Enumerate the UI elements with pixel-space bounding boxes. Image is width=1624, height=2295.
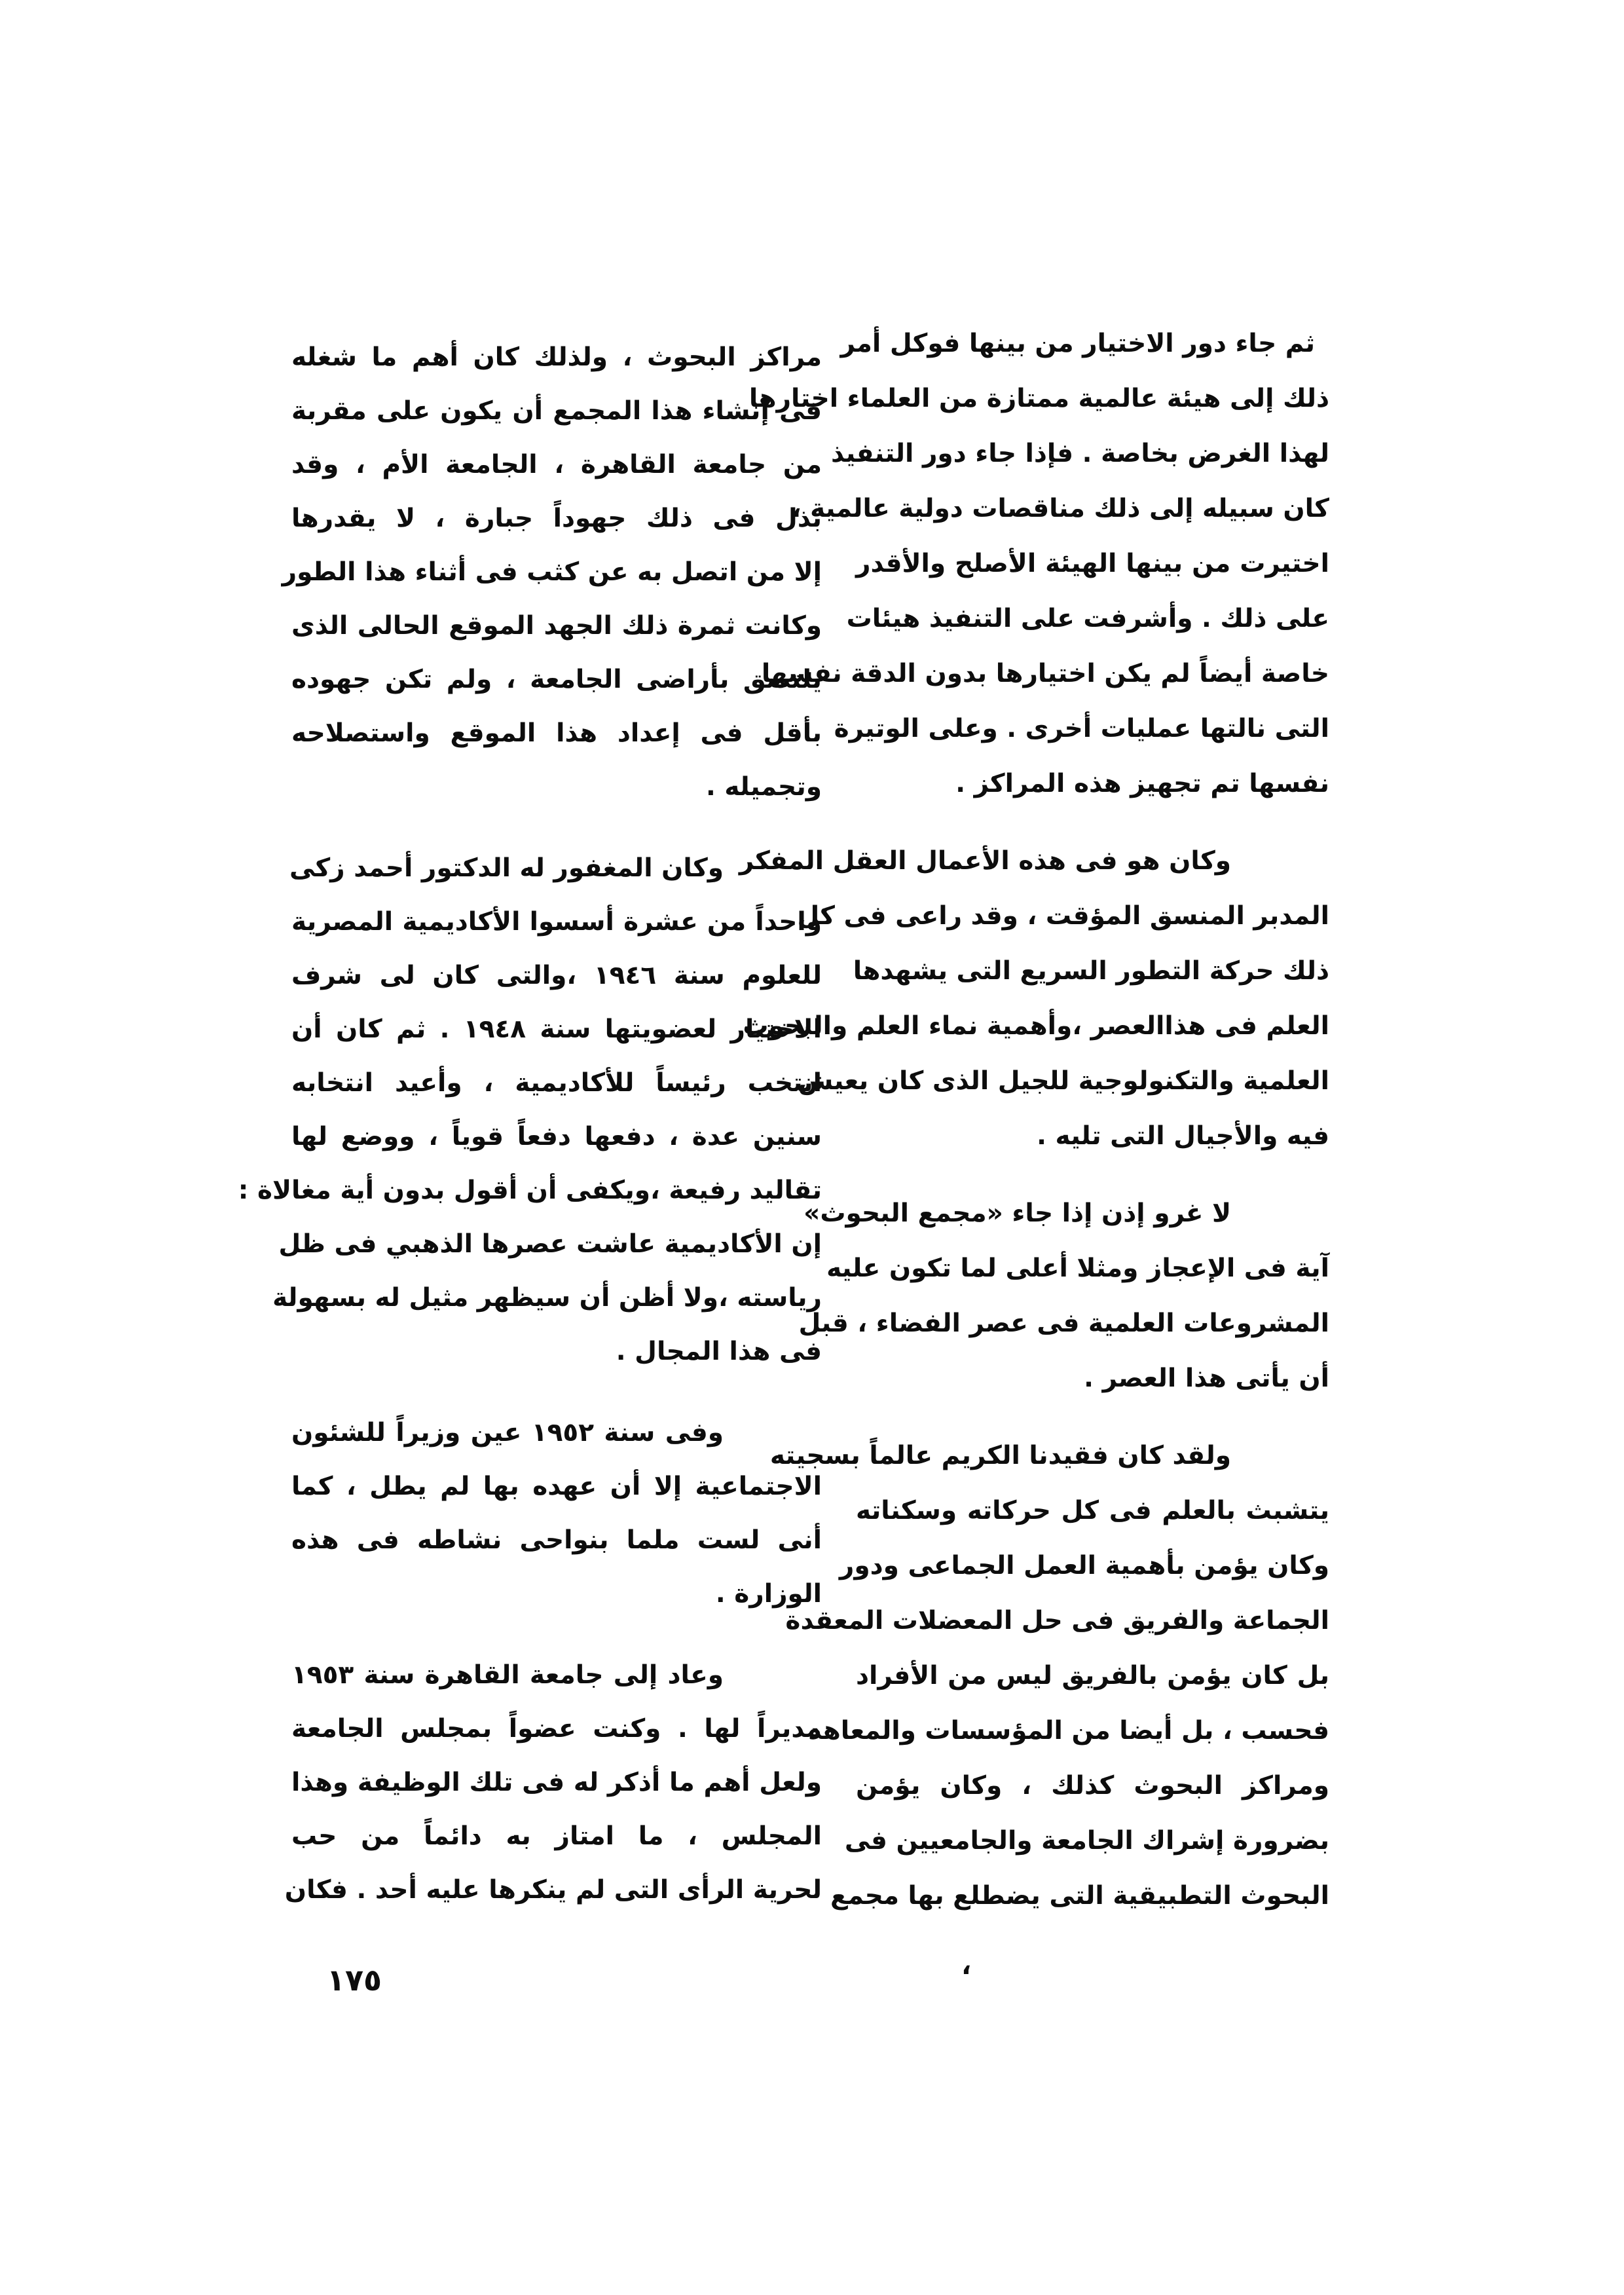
text-line: أن يأتى هذا العصر . — [1084, 1364, 1329, 1393]
text-line: فى إنشاء هذا المجمع أن يكون على مقربة — [291, 396, 822, 426]
text-line: من جامعة القاهرة ، الجامعة الأم ، وقد — [291, 450, 822, 479]
text-line: رياسته ،ولا أظن أن سيظهر مثيل له بسهولة — [272, 1283, 822, 1313]
text-line: بأقل فى إعداد هذا الموقع واستصلاحه — [291, 718, 822, 748]
text-line: تقاليد رفيعة ،ويكفى أن أقول بدون أية مغالاة : — [238, 1176, 822, 1205]
text-line: وفى سنة ١٩٥٢ عين وزيراً للشئون — [291, 1418, 724, 1447]
text-line: بذل فى ذلك جهوداً جبارة ، لا يقدرها — [291, 504, 822, 533]
text-line: للعلوم سنة ١٩٤٦ ،والتى كان لى شرف — [291, 961, 822, 990]
text-line: المجلس ، ما امتاز به دائماً من حب — [291, 1821, 822, 1851]
text-line: إن الأكاديمية عاشت عصرها الذهبي فى ظل — [278, 1229, 822, 1259]
text-line: لحرية الرأى التى لم ينكرها عليه أحد . فكان — [284, 1875, 822, 1905]
text-line: الجماعة والفريق فى حل المعضلات المعقدة — [785, 1606, 1329, 1635]
column-left — [238, 331, 822, 1917]
paragraph-gap — [856, 1164, 1329, 1186]
text-line: اختيرت من بينها الهيئة الأصلح والأقدر — [856, 549, 1329, 578]
text-line: سنين عدة ، دفعها دفعاً قوياً ، ووضع لها — [291, 1122, 822, 1151]
text-line: لا غرو إذن إذا جاء «مجمع البحوث» — [803, 1199, 1231, 1228]
text-line: ولعل أهم ما أذكر له فى تلك الوظيفة وهذا — [291, 1768, 822, 1797]
text-line: وكانت ثمرة ذلك الجهد الموقع الحالى الذى — [291, 611, 822, 641]
text-line: ومراكز البحوث كذلك ، وكان يؤمن — [856, 1771, 1329, 1801]
text-line: البحوث التطبيقية التى يضطلع بها مجمع — [830, 1881, 1329, 1911]
text-line: فى هذا المجال . — [616, 1337, 822, 1366]
text-line: كان سبيله إلى ذلك مناقصات دولية عالمية ، — [791, 494, 1329, 523]
text-line: لهذا الغرض بخاصة . فإذا جاء دور التنفيذ — [831, 439, 1329, 468]
text-line: بضرورة إشراك الجامعة والجامعيين فى — [844, 1826, 1329, 1856]
text-line: العلمية والتكنولوجية للجيل الذى كان يعيش — [798, 1066, 1329, 1096]
text-line: مراكز البحوث ، ولذلك كان أهم ما شغله — [291, 343, 822, 372]
text-line: المدبر المنسق المؤقت ، وقد راعى فى كل — [797, 901, 1329, 931]
text-line: وعاد إلى جامعة القاهرة سنة ١٩٥٣ — [291, 1660, 724, 1690]
text-line: ذلك إلى هيئة عالمية ممتازة من العلماء اختارها — [748, 384, 1329, 413]
text-line: الاختيار لعضويتها سنة ١٩٤٨ . ثم كان أن — [291, 1015, 822, 1044]
text-line: إلا من اتصل به عن كثب فى أثناء هذا الطور — [282, 557, 822, 587]
text-line: فحسب ، بل أيضا من المؤسسات والمعاهد — [808, 1716, 1329, 1745]
text-line: وكان المغفور له الدكتور أحمد زكى — [289, 853, 724, 883]
text-line: الوزارة . — [715, 1579, 822, 1609]
text-line: مديراً لها . وكنت عضواً بمجلس الجامعة — [291, 1714, 822, 1744]
text-line: العلم فى هذاالعصر ،وأهمية نماء العلم والبحوث — [743, 1011, 1329, 1041]
text-line: خاصة أيضاً لم يكن اختيارها بدون الدقة نفسها — [761, 659, 1329, 688]
text-line: انتخب رئيساً للأكاديمية ، وأعيد انتخابه — [291, 1068, 822, 1098]
paragraph-gap — [291, 814, 822, 842]
text-line: وكان هو فى هذه الأعمال العقل المفكر — [739, 846, 1231, 876]
text-line: ذلك حركة التطور السريع التى يشهدها — [853, 956, 1329, 986]
text-line: وكان يؤمن بأهمية العمل الجماعى ودور — [839, 1551, 1329, 1580]
text-line: ولقد كان فقيدنا الكريم عالماً بسجيته — [769, 1441, 1231, 1470]
text-line: يتشبث بالعلم فى كل حركاته وسكناته — [856, 1496, 1329, 1525]
text-line: المشروعات العلمية فى عصر الفضاء ، قبل — [798, 1309, 1329, 1338]
text-line: على ذلك . وأشرفت على التنفيذ هيئات — [846, 604, 1329, 633]
page-number: ١٧٥ — [326, 1962, 382, 1998]
text-line: يلتصق بأراضى الجامعة ، ولم تكن جهوده — [291, 665, 822, 694]
text-line: بل كان يؤمن بالفريق ليس من الأفراد — [856, 1661, 1329, 1690]
paragraph-gap — [291, 1379, 822, 1406]
text-line: الاجتماعية إلا أن عهده بها لم يطل ، كما — [291, 1472, 822, 1501]
text-line: نفسها تم تجهيز هذه المراكز . — [955, 769, 1329, 798]
text-line: واحداً من عشرة أسسوا الأكاديمية المصرية — [291, 907, 822, 937]
text-line: وتجميله . — [705, 772, 822, 802]
paragraph-gap — [856, 1406, 1329, 1428]
stray-ink-mark: ، — [961, 1950, 972, 1981]
text-line: ثم جاء دور الاختيار من بينها فوكل أمر — [840, 329, 1315, 358]
text-line: آية فى الإعجاز ومثلا أعلى لما تكون عليه — [826, 1254, 1329, 1283]
paragraph-gap — [856, 812, 1329, 834]
paragraph-gap — [291, 1621, 822, 1649]
text-line: أنى لست ملما بنواحى نشاطه فى هذه — [291, 1525, 822, 1555]
text-line: التى نالتها عمليات أخرى . وعلى الوتيرة — [834, 714, 1329, 743]
text-line: فيه والأجيال التى تليه . — [1037, 1121, 1329, 1151]
